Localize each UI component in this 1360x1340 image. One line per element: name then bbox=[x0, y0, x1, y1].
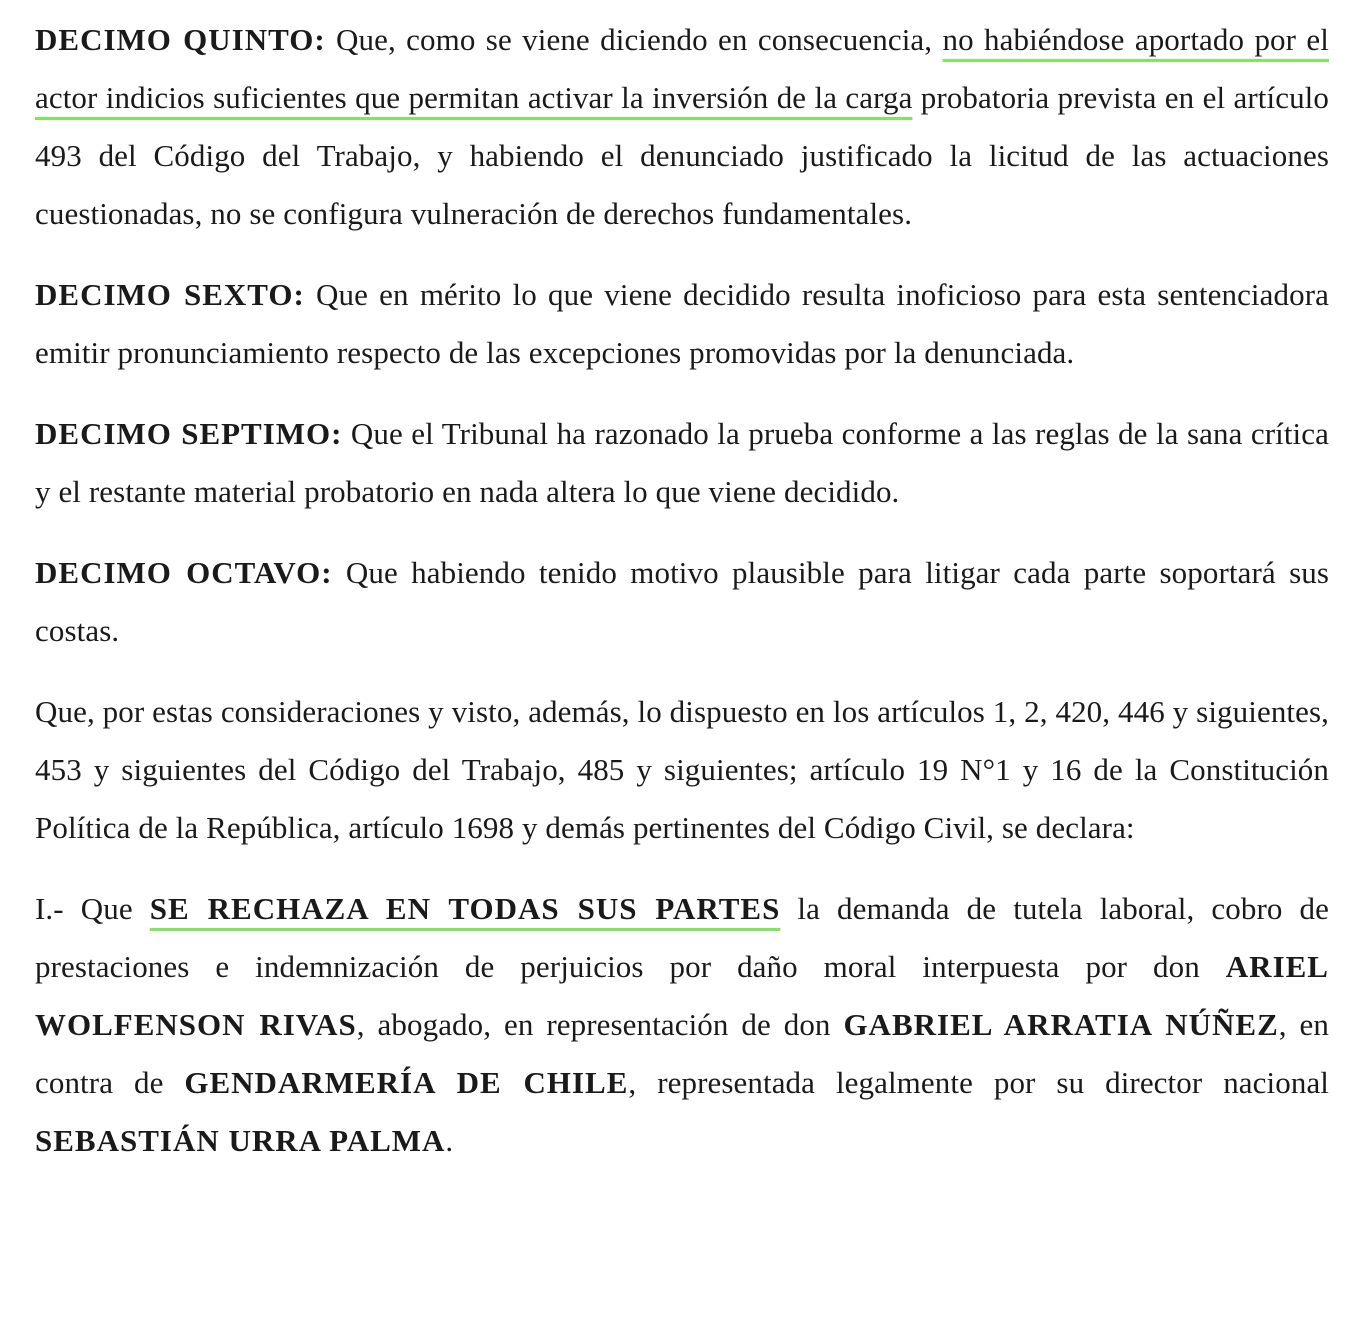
paragraph-decimo-sexto bbox=[35, 266, 1329, 382]
paragraph-text: Que habiendo tenido motivo plausible para litigar cada parte soportará sus costas. bbox=[35, 555, 1329, 648]
paragraph-text: Que en mérito lo que viene decidido resulta inoficioso para esta sentenciadora emitir pronunciamiento respecto de las excepciones promovidas por la denunciada. bbox=[35, 277, 1329, 370]
paragraph-text: , abogado, en representación de don bbox=[356, 1007, 844, 1042]
paragraph-heading: DECIMO SEXTO: bbox=[35, 277, 305, 312]
document-body bbox=[35, 11, 1329, 1170]
paragraph-heading: DECIMO OCTAVO: bbox=[35, 555, 333, 590]
highlighted-text: no habiéndose aportado por el actor indicios suficientes que permitan activar la inversión de la carga bbox=[35, 22, 1329, 115]
party-name-plaintiff: GABRIEL ARRATIA NÚÑEZ bbox=[843, 1007, 1279, 1042]
highlighted-ruling: SE RECHAZA EN TODAS SUS PARTES bbox=[149, 891, 781, 926]
paragraph-ruling bbox=[35, 880, 1329, 1170]
paragraph-considerations bbox=[35, 683, 1329, 857]
paragraph-text: , representada legalmente por su director nacional bbox=[628, 1065, 1330, 1100]
party-name-director: SEBASTIÁN URRA PALMA bbox=[35, 1123, 446, 1158]
paragraph-text: Que el Tribunal ha razonado la prueba conforme a las reglas de la sana crítica y el restante material probatorio en nada altera lo que viene decidido. bbox=[35, 416, 1329, 509]
paragraph-text: Que, por estas consideraciones y visto, además, lo dispuesto en los artículos 1, 2, 420, 446 y siguientes, 453 y siguientes del Código del Trabajo, 485 y siguientes; artículo 19 N°1 y 16 de la Constitución Política de la República, artículo 1698 y demás pertinentes del Código Civil, se declara: bbox=[35, 694, 1329, 845]
paragraph-text: Que, como se viene diciendo en consecuencia, bbox=[325, 22, 943, 57]
party-name-defendant: GENDARMERÍA DE CHILE bbox=[184, 1065, 629, 1100]
paragraph-decimo-octavo bbox=[35, 544, 1329, 660]
paragraph-text: I.- Que bbox=[35, 891, 150, 926]
paragraph-text: , en contra de bbox=[35, 1007, 1329, 1100]
paragraph-heading: DECIMO QUINTO: bbox=[35, 22, 326, 57]
paragraph-text: probatoria prevista en el artículo 493 del Código del Trabajo, y habiendo el denunciado justificado la licitud de las actuaciones cuestionadas, no se configura vulneración de derechos fundamentales. bbox=[35, 80, 1329, 231]
paragraph-heading: DECIMO SEPTIMO: bbox=[35, 416, 343, 451]
paragraph-decimo-quinto bbox=[35, 11, 1329, 243]
paragraph-text: . bbox=[445, 1123, 454, 1158]
paragraph-decimo-septimo bbox=[35, 405, 1329, 521]
paragraph-text: la demanda de tutela laboral, cobro de prestaciones e indemnización de perjuicios por daño moral interpuesta por don bbox=[35, 891, 1329, 984]
party-name-lawyer: ARIEL WOLFENSON RIVAS bbox=[35, 949, 1329, 1042]
